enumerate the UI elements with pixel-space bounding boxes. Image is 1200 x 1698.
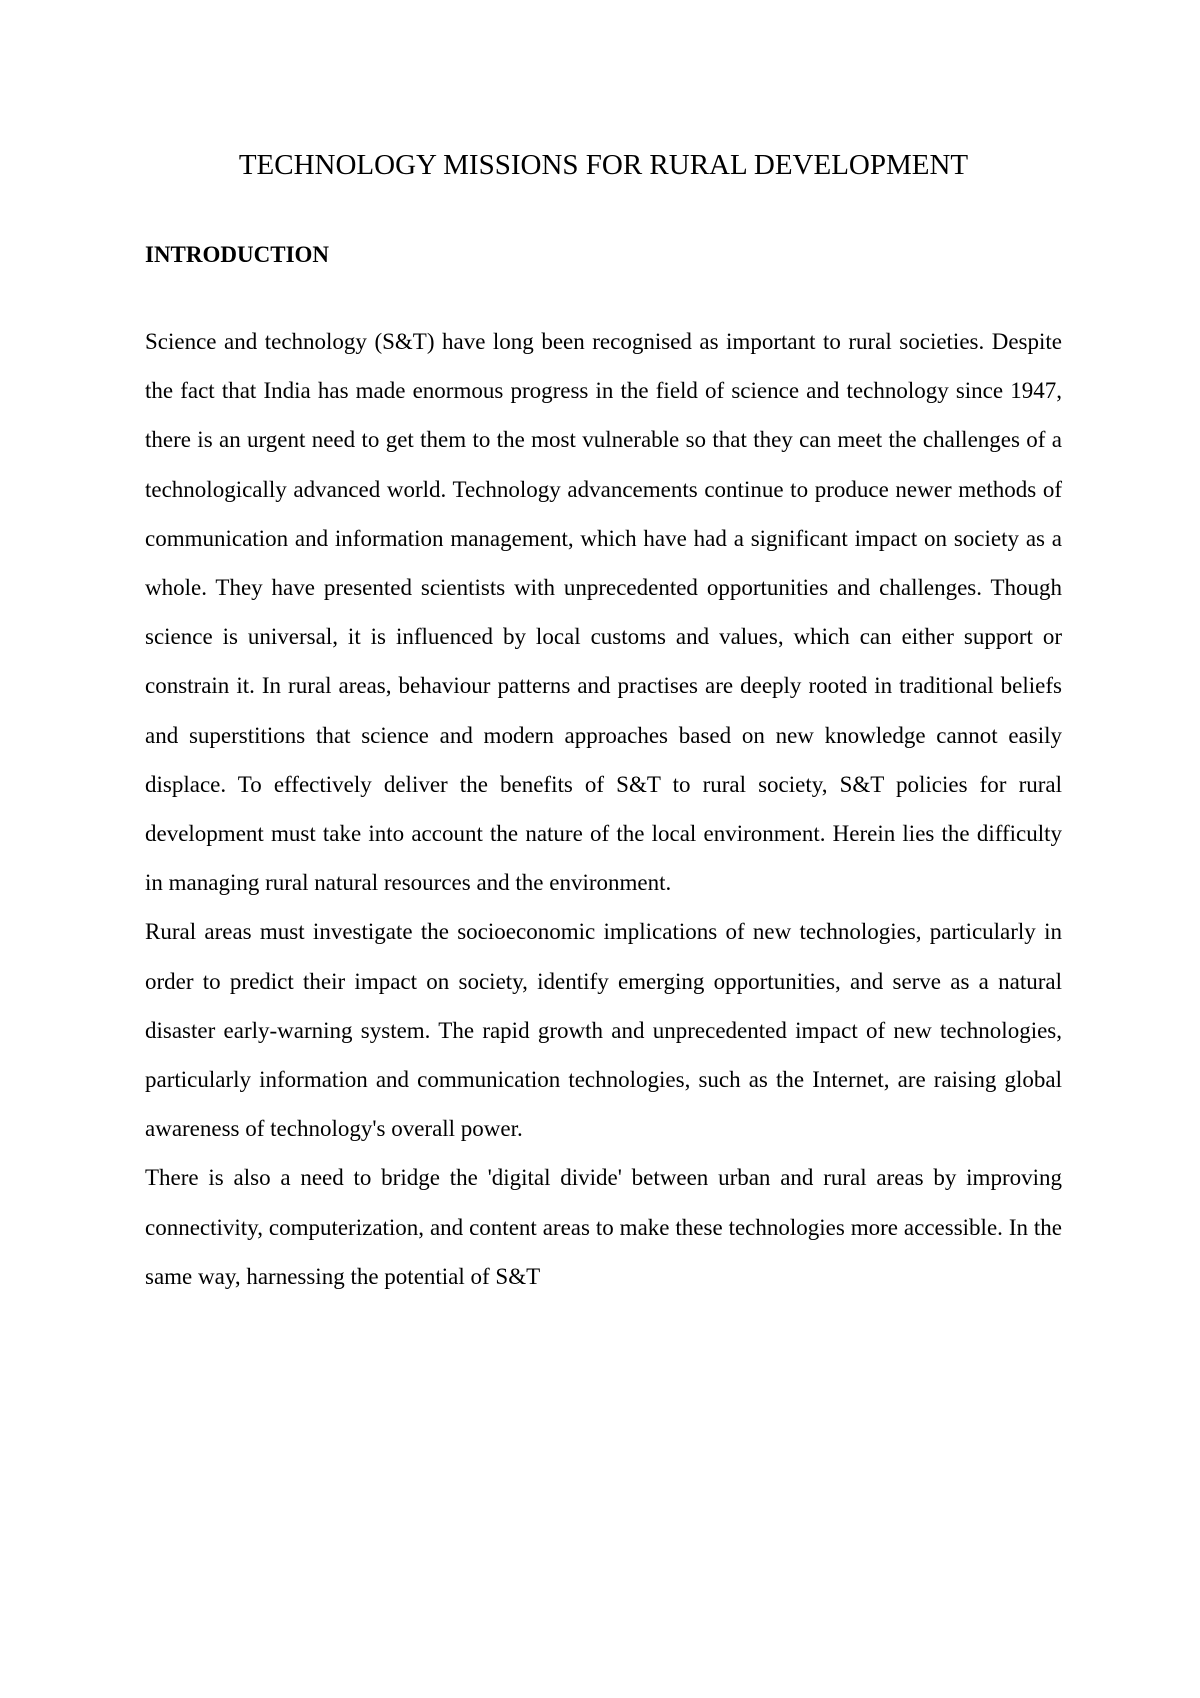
paragraph: There is also a need to bridge the 'digital divide' between urban and rural areas by improving connectivity, computerization, and content areas to make these technologies more accessible. In the same way, harnessing the potential of S&T bbox=[145, 1165, 1062, 1289]
paragraph: Rural areas must investigate the socioeconomic implications of new technologies, particularly in order to predict their impact on society, identify emerging opportunities, and serve as a natural disaster early-warning system. The rapid growth and unprecedented impact of new technologies, particularly information and communication technologies, such as the Internet, are raising global awareness of technology's overall power. bbox=[145, 919, 1062, 1142]
paragraph: Science and technology (S&T) have long been recognised as important to rural societies. Despite the fact that India has made enormous progress in the field of science and technology since 1947, there is an urgent need to get them to the most vulnerable so that they can meet the challenges of a technologically advanced world. Technology advancements continue to produce newer methods of communication and information management, which have had a significant impact on society as a whole. They have presented scientists with unprecedented opportunities and challenges. Though science is universal, it is influenced by local customs and values, which can either support or constrain it. In rural areas, behaviour patterns and practises are deeply rooted in traditional beliefs and superstitions that science and modern approaches based on new knowledge cannot easily displace. To effectively deliver the benefits of S&T to rural society, S&T policies for rural development must take into account the nature of the local environment. Herein lies the difficulty in managing rural natural resources and the environment. bbox=[145, 329, 1062, 896]
section-heading: INTRODUCTION bbox=[145, 242, 330, 267]
document-body bbox=[145, 317, 1062, 1301]
document-title: TECHNOLOGY MISSIONS FOR RURAL DEVELOPMENT bbox=[238, 149, 969, 181]
